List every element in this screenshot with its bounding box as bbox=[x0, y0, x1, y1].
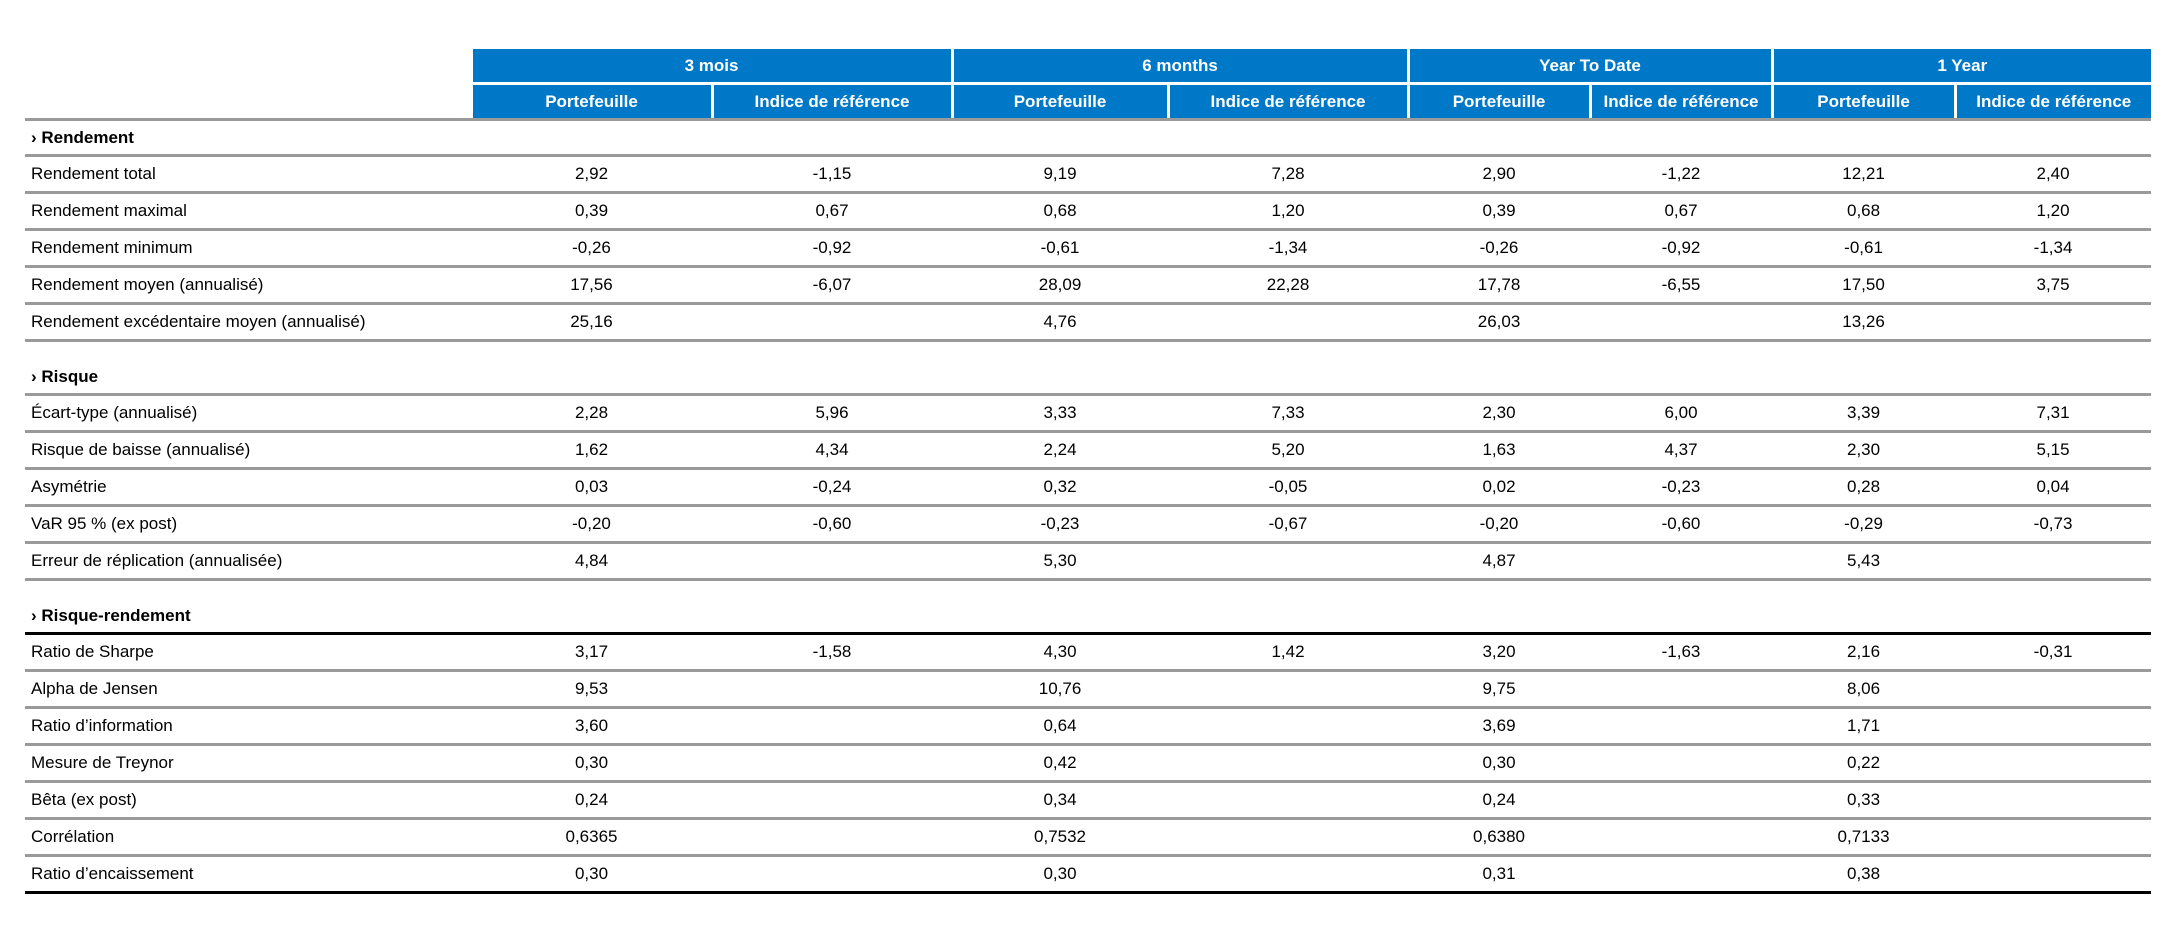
portfolio-value-cell: 13,26 bbox=[1772, 304, 1955, 341]
benchmark-value-cell bbox=[712, 304, 952, 341]
portfolio-value-cell: 3,33 bbox=[952, 395, 1168, 432]
row-label: Ratio de Sharpe bbox=[25, 634, 471, 671]
table-row bbox=[25, 156, 2151, 193]
portfolio-value-cell: 0,30 bbox=[471, 856, 712, 893]
subheader-row bbox=[25, 84, 2151, 120]
row-label: Rendement total bbox=[25, 156, 471, 193]
section-header-row bbox=[25, 360, 2151, 395]
table-row bbox=[25, 634, 2151, 671]
portfolio-value-cell: 0,42 bbox=[952, 745, 1168, 782]
benchmark-value-cell: -0,31 bbox=[1955, 634, 2151, 671]
benchmark-value-cell: -0,24 bbox=[712, 469, 952, 506]
portfolio-value-cell: 2,90 bbox=[1408, 156, 1590, 193]
risk-statistics-table bbox=[25, 49, 2151, 894]
subheader-portfolio: Portefeuille bbox=[471, 84, 712, 120]
portfolio-value-cell: 0,6380 bbox=[1408, 819, 1590, 856]
benchmark-value-cell bbox=[1955, 708, 2151, 745]
portfolio-value-cell: 0,30 bbox=[952, 856, 1168, 893]
portfolio-value-cell: 1,63 bbox=[1408, 432, 1590, 469]
benchmark-value-cell: 3,75 bbox=[1955, 267, 2151, 304]
portfolio-value-cell: 0,39 bbox=[1408, 193, 1590, 230]
portfolio-value-cell: 9,53 bbox=[471, 671, 712, 708]
row-label: Rendement maximal bbox=[25, 193, 471, 230]
portfolio-value-cell: 0,22 bbox=[1772, 745, 1955, 782]
benchmark-value-cell bbox=[1168, 819, 1408, 856]
portfolio-value-cell: 28,09 bbox=[952, 267, 1168, 304]
portfolio-value-cell: 3,20 bbox=[1408, 634, 1590, 671]
benchmark-value-cell: 1,42 bbox=[1168, 634, 1408, 671]
portfolio-value-cell: 2,28 bbox=[471, 395, 712, 432]
benchmark-value-cell: -1,15 bbox=[712, 156, 952, 193]
portfolio-value-cell: 1,71 bbox=[1772, 708, 1955, 745]
portfolio-value-cell: -0,26 bbox=[471, 230, 712, 267]
subheader-benchmark: Indice de référence bbox=[1590, 84, 1772, 120]
portfolio-value-cell: 0,30 bbox=[1408, 745, 1590, 782]
benchmark-value-cell: 6,00 bbox=[1590, 395, 1772, 432]
benchmark-value-cell: 5,20 bbox=[1168, 432, 1408, 469]
portfolio-value-cell: -0,26 bbox=[1408, 230, 1590, 267]
section-spacer bbox=[25, 580, 2151, 600]
table-row bbox=[25, 819, 2151, 856]
benchmark-value-cell bbox=[712, 782, 952, 819]
section-title: › Rendement bbox=[25, 120, 2151, 156]
portfolio-value-cell: 0,03 bbox=[471, 469, 712, 506]
portfolio-value-cell: 0,02 bbox=[1408, 469, 1590, 506]
table-row bbox=[25, 267, 2151, 304]
row-label: Écart-type (annualisé) bbox=[25, 395, 471, 432]
row-label: Rendement excédentaire moyen (annualisé) bbox=[25, 304, 471, 341]
portfolio-value-cell: 17,78 bbox=[1408, 267, 1590, 304]
benchmark-value-cell bbox=[1168, 708, 1408, 745]
row-label: Asymétrie bbox=[25, 469, 471, 506]
period-header-1-year: 1 Year bbox=[1772, 49, 2151, 84]
table-row bbox=[25, 304, 2151, 341]
benchmark-value-cell: -0,67 bbox=[1168, 506, 1408, 543]
benchmark-value-cell bbox=[1590, 304, 1772, 341]
benchmark-value-cell: -0,92 bbox=[712, 230, 952, 267]
table-row bbox=[25, 671, 2151, 708]
period-header-year-to-date: Year To Date bbox=[1408, 49, 1772, 84]
portfolio-value-cell: 0,68 bbox=[952, 193, 1168, 230]
table-row bbox=[25, 432, 2151, 469]
benchmark-value-cell bbox=[1168, 856, 1408, 893]
portfolio-value-cell: 3,17 bbox=[471, 634, 712, 671]
table-row bbox=[25, 469, 2151, 506]
portfolio-value-cell: 1,62 bbox=[471, 432, 712, 469]
benchmark-value-cell: 5,96 bbox=[712, 395, 952, 432]
benchmark-value-cell: -0,73 bbox=[1955, 506, 2151, 543]
benchmark-value-cell: 0,67 bbox=[712, 193, 952, 230]
portfolio-value-cell: -0,29 bbox=[1772, 506, 1955, 543]
table-row bbox=[25, 543, 2151, 580]
table-row bbox=[25, 856, 2151, 893]
row-label: Ratio d’encaissement bbox=[25, 856, 471, 893]
portfolio-value-cell: 0,7133 bbox=[1772, 819, 1955, 856]
period-header-6-months: 6 months bbox=[952, 49, 1408, 84]
portfolio-value-cell: -0,61 bbox=[1772, 230, 1955, 267]
benchmark-value-cell: 0,67 bbox=[1590, 193, 1772, 230]
portfolio-value-cell: 4,87 bbox=[1408, 543, 1590, 580]
benchmark-value-cell bbox=[1955, 819, 2151, 856]
portfolio-value-cell: 0,39 bbox=[471, 193, 712, 230]
benchmark-value-cell bbox=[712, 671, 952, 708]
benchmark-value-cell bbox=[1955, 543, 2151, 580]
portfolio-value-cell: 0,31 bbox=[1408, 856, 1590, 893]
portfolio-value-cell: 5,43 bbox=[1772, 543, 1955, 580]
benchmark-value-cell bbox=[1168, 782, 1408, 819]
portfolio-value-cell: 4,76 bbox=[952, 304, 1168, 341]
portfolio-value-cell: 3,69 bbox=[1408, 708, 1590, 745]
portfolio-value-cell: 26,03 bbox=[1408, 304, 1590, 341]
portfolio-value-cell: 12,21 bbox=[1772, 156, 1955, 193]
benchmark-value-cell: 4,37 bbox=[1590, 432, 1772, 469]
portfolio-value-cell: 0,64 bbox=[952, 708, 1168, 745]
portfolio-value-cell: -0,23 bbox=[952, 506, 1168, 543]
portfolio-value-cell: -0,20 bbox=[471, 506, 712, 543]
subheader-benchmark: Indice de référence bbox=[712, 84, 952, 120]
portfolio-value-cell: 0,6365 bbox=[471, 819, 712, 856]
benchmark-value-cell: -6,55 bbox=[1590, 267, 1772, 304]
subheader-portfolio: Portefeuille bbox=[1408, 84, 1590, 120]
benchmark-value-cell: -6,07 bbox=[712, 267, 952, 304]
portfolio-value-cell: 0,7532 bbox=[952, 819, 1168, 856]
benchmark-value-cell bbox=[1955, 782, 2151, 819]
subheader-portfolio: Portefeuille bbox=[952, 84, 1168, 120]
portfolio-value-cell: 4,30 bbox=[952, 634, 1168, 671]
row-label: Rendement minimum bbox=[25, 230, 471, 267]
spacer-cell bbox=[25, 341, 2151, 361]
section-spacer bbox=[25, 341, 2151, 361]
risk-statistics-panel bbox=[25, 49, 2151, 894]
table-row bbox=[25, 782, 2151, 819]
benchmark-value-cell bbox=[1590, 543, 1772, 580]
header-corner bbox=[25, 49, 471, 84]
benchmark-value-cell bbox=[1955, 304, 2151, 341]
benchmark-value-cell bbox=[712, 543, 952, 580]
portfolio-value-cell: 0,24 bbox=[471, 782, 712, 819]
portfolio-value-cell: 0,68 bbox=[1772, 193, 1955, 230]
portfolio-value-cell: 3,60 bbox=[471, 708, 712, 745]
row-label: Bêta (ex post) bbox=[25, 782, 471, 819]
benchmark-value-cell bbox=[1168, 304, 1408, 341]
benchmark-value-cell bbox=[1955, 745, 2151, 782]
benchmark-value-cell: 2,40 bbox=[1955, 156, 2151, 193]
benchmark-value-cell: -1,22 bbox=[1590, 156, 1772, 193]
subheader-benchmark: Indice de référence bbox=[1168, 84, 1408, 120]
benchmark-value-cell: 1,20 bbox=[1955, 193, 2151, 230]
row-label: Mesure de Treynor bbox=[25, 745, 471, 782]
portfolio-value-cell: 10,76 bbox=[952, 671, 1168, 708]
portfolio-value-cell: 2,30 bbox=[1772, 432, 1955, 469]
portfolio-value-cell: 0,32 bbox=[952, 469, 1168, 506]
benchmark-value-cell bbox=[1590, 708, 1772, 745]
portfolio-value-cell: 0,28 bbox=[1772, 469, 1955, 506]
benchmark-value-cell bbox=[712, 819, 952, 856]
benchmark-value-cell: 5,15 bbox=[1955, 432, 2151, 469]
table-row bbox=[25, 395, 2151, 432]
row-label: VaR 95 % (ex post) bbox=[25, 506, 471, 543]
benchmark-value-cell bbox=[712, 856, 952, 893]
section-title: › Risque bbox=[25, 360, 2151, 395]
portfolio-value-cell: 2,24 bbox=[952, 432, 1168, 469]
benchmark-value-cell: 7,31 bbox=[1955, 395, 2151, 432]
benchmark-value-cell: -1,58 bbox=[712, 634, 952, 671]
portfolio-value-cell: -0,61 bbox=[952, 230, 1168, 267]
benchmark-value-cell: 4,34 bbox=[712, 432, 952, 469]
benchmark-value-cell: -0,60 bbox=[712, 506, 952, 543]
portfolio-value-cell: 0,33 bbox=[1772, 782, 1955, 819]
portfolio-value-cell: 5,30 bbox=[952, 543, 1168, 580]
benchmark-value-cell bbox=[1590, 819, 1772, 856]
row-label: Alpha de Jensen bbox=[25, 671, 471, 708]
portfolio-value-cell: 2,16 bbox=[1772, 634, 1955, 671]
table-row bbox=[25, 230, 2151, 267]
portfolio-value-cell: 2,30 bbox=[1408, 395, 1590, 432]
portfolio-value-cell: 2,92 bbox=[471, 156, 712, 193]
subheader-corner bbox=[25, 84, 471, 120]
row-label: Risque de baisse (annualisé) bbox=[25, 432, 471, 469]
subheader-benchmark: Indice de référence bbox=[1955, 84, 2151, 120]
benchmark-value-cell bbox=[712, 745, 952, 782]
benchmark-value-cell: 22,28 bbox=[1168, 267, 1408, 304]
table-row bbox=[25, 745, 2151, 782]
portfolio-value-cell: 9,19 bbox=[952, 156, 1168, 193]
benchmark-value-cell: -0,05 bbox=[1168, 469, 1408, 506]
benchmark-value-cell bbox=[1590, 745, 1772, 782]
table-row bbox=[25, 193, 2151, 230]
section-title: › Risque-rendement bbox=[25, 599, 2151, 634]
statistics-body bbox=[25, 120, 2151, 893]
benchmark-value-cell: -1,63 bbox=[1590, 634, 1772, 671]
benchmark-value-cell: -1,34 bbox=[1168, 230, 1408, 267]
portfolio-value-cell: 0,30 bbox=[471, 745, 712, 782]
portfolio-value-cell: 0,24 bbox=[1408, 782, 1590, 819]
benchmark-value-cell: 0,04 bbox=[1955, 469, 2151, 506]
spacer-cell bbox=[25, 580, 2151, 600]
row-label: Ratio d’information bbox=[25, 708, 471, 745]
benchmark-value-cell: 7,33 bbox=[1168, 395, 1408, 432]
benchmark-value-cell: 1,20 bbox=[1168, 193, 1408, 230]
benchmark-value-cell bbox=[712, 708, 952, 745]
subheader-portfolio: Portefeuille bbox=[1772, 84, 1955, 120]
row-label: Corrélation bbox=[25, 819, 471, 856]
benchmark-value-cell: -1,34 bbox=[1955, 230, 2151, 267]
benchmark-value-cell bbox=[1590, 782, 1772, 819]
row-label: Erreur de réplication (annualisée) bbox=[25, 543, 471, 580]
portfolio-value-cell: 0,38 bbox=[1772, 856, 1955, 893]
benchmark-value-cell bbox=[1168, 543, 1408, 580]
section-header-row bbox=[25, 599, 2151, 634]
benchmark-value-cell bbox=[1955, 671, 2151, 708]
portfolio-value-cell: -0,20 bbox=[1408, 506, 1590, 543]
benchmark-value-cell: 7,28 bbox=[1168, 156, 1408, 193]
benchmark-value-cell bbox=[1168, 671, 1408, 708]
portfolio-value-cell: 4,84 bbox=[471, 543, 712, 580]
portfolio-value-cell: 0,34 bbox=[952, 782, 1168, 819]
portfolio-value-cell: 17,56 bbox=[471, 267, 712, 304]
benchmark-value-cell: -0,23 bbox=[1590, 469, 1772, 506]
period-header-row bbox=[25, 49, 2151, 84]
table-row bbox=[25, 506, 2151, 543]
portfolio-value-cell: 8,06 bbox=[1772, 671, 1955, 708]
benchmark-value-cell bbox=[1590, 671, 1772, 708]
portfolio-value-cell: 9,75 bbox=[1408, 671, 1590, 708]
benchmark-value-cell bbox=[1168, 745, 1408, 782]
portfolio-value-cell: 25,16 bbox=[471, 304, 712, 341]
row-label: Rendement moyen (annualisé) bbox=[25, 267, 471, 304]
portfolio-value-cell: 17,50 bbox=[1772, 267, 1955, 304]
benchmark-value-cell: -0,92 bbox=[1590, 230, 1772, 267]
benchmark-value-cell bbox=[1590, 856, 1772, 893]
table-row bbox=[25, 708, 2151, 745]
benchmark-value-cell: -0,60 bbox=[1590, 506, 1772, 543]
portfolio-value-cell: 3,39 bbox=[1772, 395, 1955, 432]
period-header-3-months: 3 mois bbox=[471, 49, 952, 84]
benchmark-value-cell bbox=[1955, 856, 2151, 893]
section-header-row bbox=[25, 120, 2151, 156]
